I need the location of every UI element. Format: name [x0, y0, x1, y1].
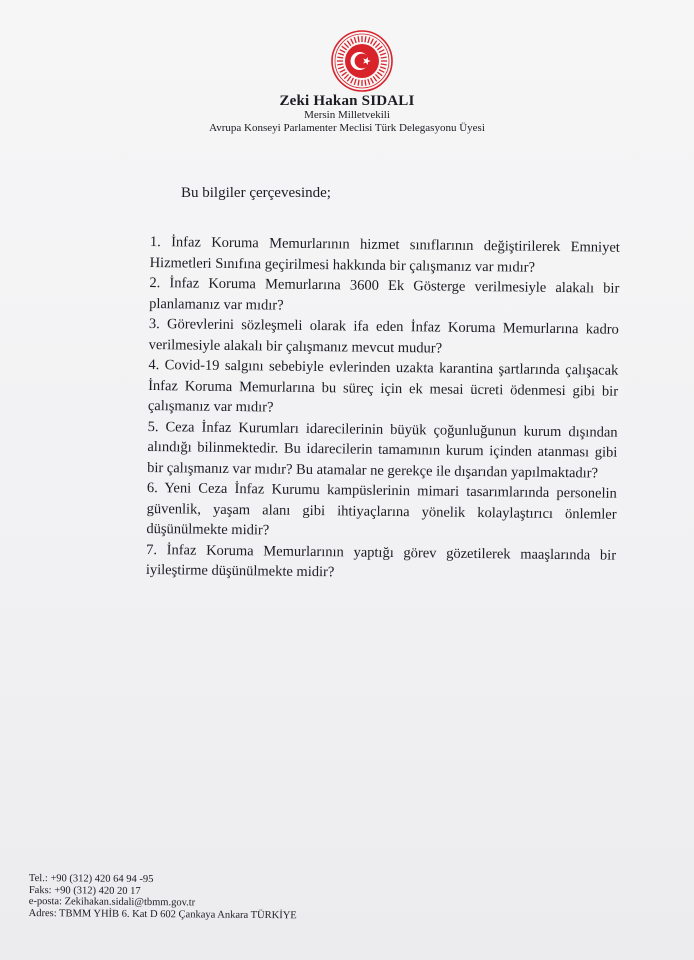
question-3: 3. Görevlerini sözleşmeli olarak ifa eden İnfaz Koruma Memurlarına kadro verilmesiyle alakalı bir çalışmanız mevcut mudur? [148, 315, 619, 357]
question-2: 2. İnfaz Koruma Memurlarına 3600 Ek Gösterge verilmesiyle alakalı bir planlamanız var mıdır? [149, 274, 620, 314]
tbmm-emblem-icon [331, 30, 393, 92]
contact-footer [29, 873, 298, 921]
question-4: 4. Covid-19 salgını sebebiyle evlerinden uzakta karantina şartlarında çalışacak İnfaz Koruma Memurlarına bu süreç için ek mesai ücreti ödenmesi gibi bir çalışmanız var mıdır? [147, 356, 619, 416]
question-6: 6. Yeni Ceza İnfaz Kurumu kampüslerinin mimari tasarımlarında personelin güvenlik, yaşam alanı gibi ihtiyaçlarına yönelik kolaylaştırıcı önlemler düşünülmekte midir? [146, 479, 617, 539]
member-title: Mersin Milletvekili [304, 109, 390, 121]
footer-address: Adres: TBMM YHİB 6. Kat D 602 Çankaya Ankara TÜRKİYE [28, 907, 297, 921]
question-1: 1. İnfaz Koruma Memurlarının hizmet sınıflarının değiştirilerek Emniyet Hizmetleri Sınıfına geçirilmesi hakkında bir çalışmanız var mıdır? [149, 233, 620, 276]
intro-text: Bu bilgiler çerçevesinde; [181, 185, 331, 201]
footer-phone: Tel.: +90 (312) 420 64 94 -95 [28, 873, 154, 886]
member-role: Avrupa Konseyi Parlamenter Meclisi Türk Delegasyonu Üyesi [209, 122, 485, 134]
footer-fax: Faks: +90 (312) 420 20 17 [28, 884, 141, 897]
member-name: Zeki Hakan SIDALI [279, 93, 415, 109]
question-7: 7. İnfaz Koruma Memurlarının yaptığı görev gözetilerek maaşlarında bir iyileştirme düşünülmekte midir? [145, 541, 617, 581]
question-5: 5. Ceza İnfaz Kurumları idarecilerinin büyük çoğunluğunun kurum dışından alındığı bilinmektedir. Bu idarecilerin tamamının kurum içinden atanması gibi bir çalışmanız var mıdır? Bu atamalar ne gerekçe ile dışarıdan yapılmaktadır? [147, 418, 618, 481]
footer-email: e-posta: Zekihakan.sidali@tbmm.gov.tr [28, 895, 196, 909]
question-list [146, 232, 620, 586]
